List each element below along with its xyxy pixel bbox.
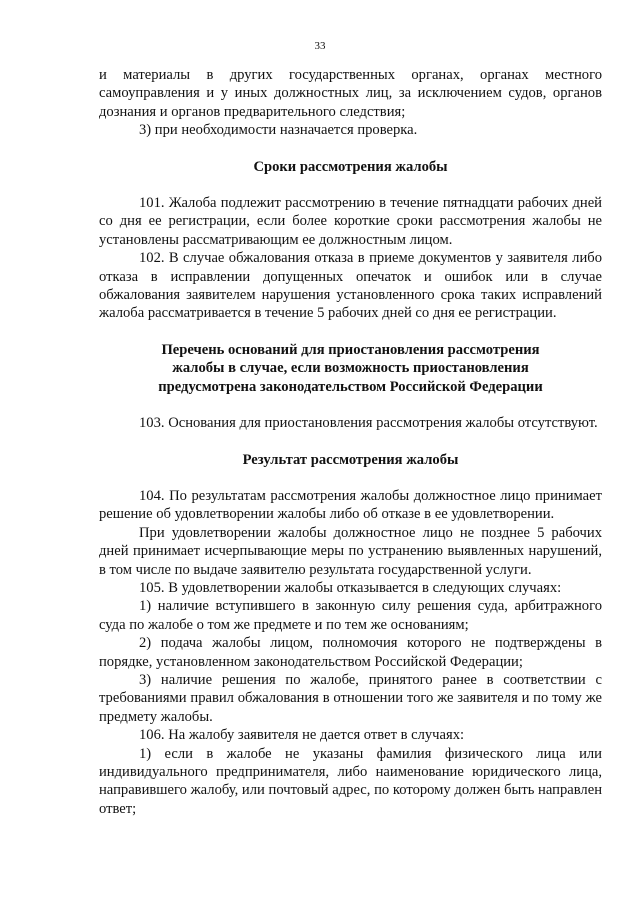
paragraph: 103. Основания для приостановления рассмотрения жалобы отсутствуют. <box>139 415 598 432</box>
paragraph: 3) при необходимости назначается проверка. <box>139 122 418 139</box>
paragraph: 2) подача жалобы лицом, полномочия которого не подтверждены в порядке, установленном законодательством Российской Федерации; <box>99 635 602 670</box>
page-number: 33 <box>314 40 326 52</box>
paragraph: 105. В удовлетворении жалобы отказывается в следующих случаях: <box>139 579 562 596</box>
paragraph: 104. По результатам рассмотрения жалобы должностное лицо принимает решение об удовлетворении жалобы либо об отказе в ее удовлетворении. <box>99 487 602 523</box>
section-heading <box>99 451 602 469</box>
paragraph: 101. Жалоба подлежит рассмотрению в течение пятнадцати рабочих дней со дня ее регистрации, если более короткие сроки рассмотрения жалобы не установлены рассматривающим ее должностным лицом. <box>99 195 602 248</box>
document-body <box>99 66 602 818</box>
paragraph: 102. В случае обжалования отказа в приеме документов у заявителя либо отказа в исправлении допущенных опечаток и ошибок или в случае обжалования заявителем нарушения установленного срока таких исправлений жалоба рассматривается в течение 5 рабочих дней со дня ее регистрации. <box>99 250 602 322</box>
section-heading <box>99 341 602 396</box>
paragraph: 1) если в жалобе не указаны фамилия физического лица или индивидуального предпринимателя, либо наименование юридического лица, направившего жалобу, или почтовый адрес, по которому должен быть направлен ответ; <box>99 745 602 817</box>
section-heading <box>99 158 602 176</box>
section-heading-line: жалобы в случае, если возможность приостановления <box>172 360 529 377</box>
paragraph: При удовлетворении жалобы должностное лицо не позднее 5 рабочих дней принимает исчерпывающие меры по устранению выявленных нарушений, в том числе по выдаче заявителю результата государственной услуги. <box>99 524 602 578</box>
section-heading-line: Перечень оснований для приостановления рассмотрения <box>161 341 540 358</box>
section-heading-line: Сроки рассмотрения жалобы <box>253 158 448 175</box>
paragraph: 1) наличие вступившего в законную силу решения суда, арбитражного суда по жалобе о том же предмете и по тем же основаниям; <box>99 598 602 633</box>
paragraph: и материалы в других государственных органах, органах местного самоуправления и у иных должностных лиц, за исключением судов, органов дознания и органов предварительного следствия; <box>99 67 602 120</box>
section-heading-line: предусмотрена законодательством Российской Федерации <box>158 378 543 395</box>
paragraph: 3) наличие решения по жалобе, принятого ранее в соответствии с требованиями правил обжалования в отношении того же заявителя и по тому же предмету жалобы. <box>99 671 602 725</box>
paragraph: 106. На жалобу заявителя не дается ответ в случаях: <box>139 727 465 744</box>
section-heading-line: Результат рассмотрения жалобы <box>242 451 459 468</box>
